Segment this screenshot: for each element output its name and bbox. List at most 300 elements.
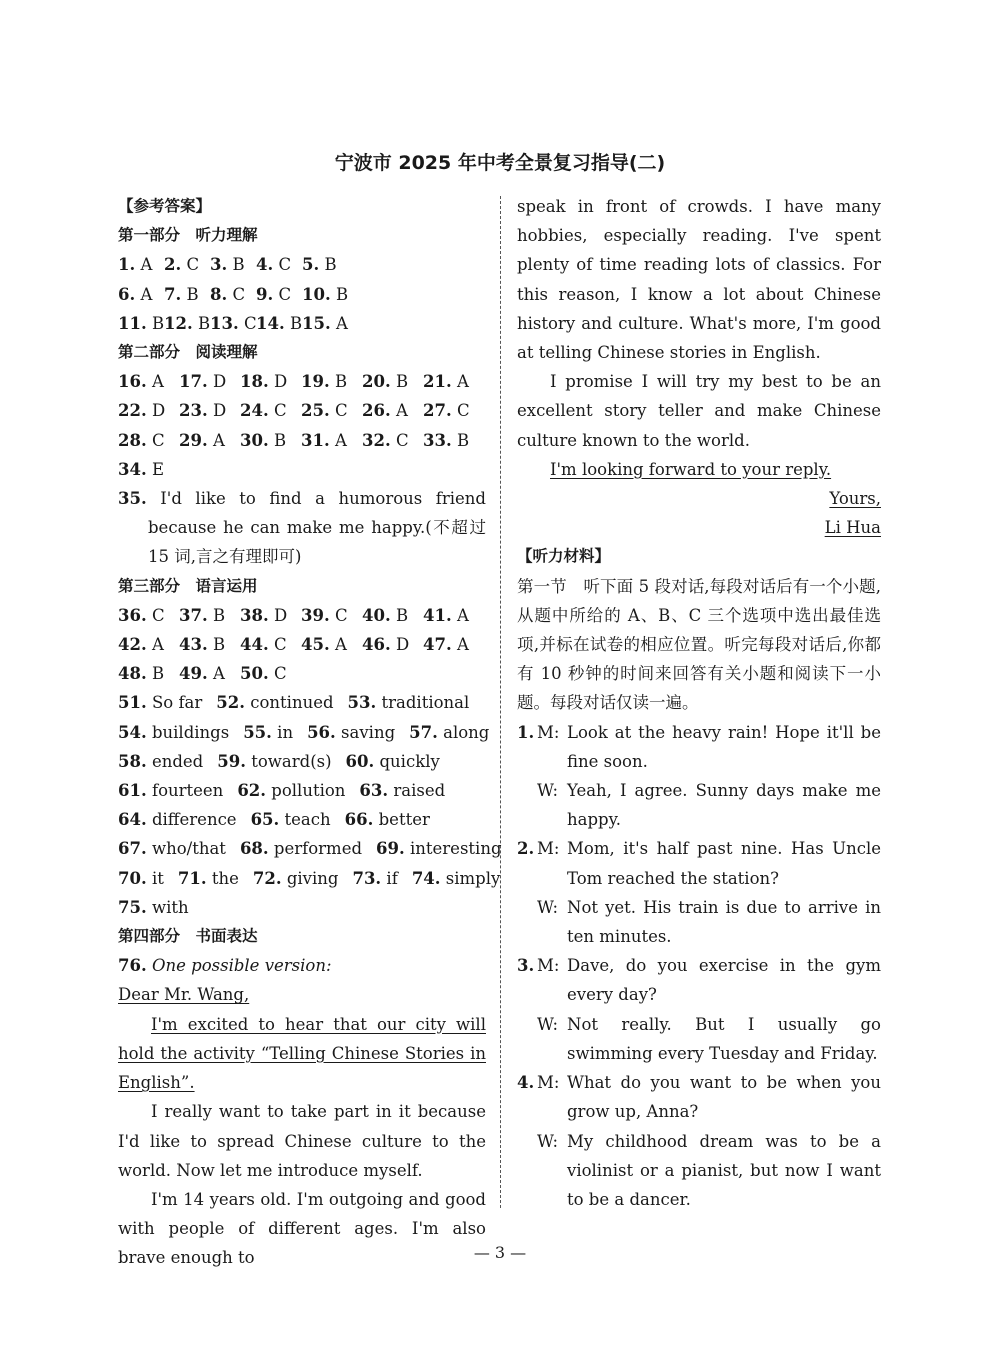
answer-value: D <box>207 401 227 421</box>
answer-item <box>302 309 348 338</box>
dialogue-line <box>517 834 881 892</box>
answer-item <box>118 396 179 425</box>
question-number: 54. <box>118 722 147 742</box>
answer-row <box>118 893 486 922</box>
question-number: 11. <box>118 313 147 333</box>
answer-row <box>118 834 502 863</box>
listening-dialogues <box>517 718 881 1214</box>
question-number: 29. <box>179 430 208 450</box>
answer-value: toward(s) <box>245 751 332 771</box>
answer-item <box>362 601 423 630</box>
question-number: 72. <box>252 868 282 888</box>
question-number: 24. <box>240 401 269 421</box>
question-number: 70. <box>118 868 147 888</box>
answer-value: B <box>146 313 165 333</box>
dialogue-text: Dave, do you exercise in the gym every day? <box>567 956 881 1005</box>
question-number: 51. <box>118 693 147 713</box>
question-number: 57. <box>409 722 438 742</box>
answer-item <box>118 250 164 279</box>
answer-value: with <box>146 897 189 917</box>
question-number: 36. <box>118 605 147 625</box>
question-number: 68. <box>239 839 269 859</box>
question-number: 47. <box>423 635 452 655</box>
part4-title: 第四部分 书面表达 <box>118 927 258 946</box>
answer-value: C <box>268 635 287 655</box>
answer-item <box>362 367 423 396</box>
answer-item <box>210 280 256 309</box>
answer-row <box>118 718 490 747</box>
question-number: 22. <box>118 401 147 421</box>
answer-item <box>423 601 484 630</box>
letter-paragraph-4: I promise I will try my best to be an excellent story teller and make Chinese culture known to the world. <box>517 372 881 450</box>
answer-value: giving <box>281 868 339 888</box>
dialogue-line <box>517 1127 881 1215</box>
question-number: 6. <box>118 284 136 304</box>
answer-item <box>346 747 440 776</box>
answer-item <box>253 864 339 893</box>
page-title: 宁波市 2025 年中考全景复习指导(二) <box>334 152 666 174</box>
question-number: 46. <box>362 635 391 655</box>
answer-item <box>301 396 362 425</box>
question-number: 19. <box>301 372 330 392</box>
answer-value: B <box>227 255 245 275</box>
answer-item <box>302 250 348 279</box>
answer-item <box>179 630 240 659</box>
answer-value: C <box>329 401 348 421</box>
answer-value: C <box>390 430 409 450</box>
answer-value: A <box>330 313 348 333</box>
answer-value: if <box>381 868 398 888</box>
answer-value: performed <box>268 839 363 859</box>
answer-item <box>362 630 423 659</box>
answer-item <box>240 601 301 630</box>
answer-item <box>352 864 397 893</box>
answer-value: A <box>146 372 164 392</box>
question-number: 17. <box>179 372 208 392</box>
answer-value: A <box>329 635 347 655</box>
speaker-label: M: <box>537 722 560 742</box>
answer-value: A <box>207 664 225 684</box>
answer-item <box>423 630 484 659</box>
answer-item <box>216 688 333 717</box>
answer-item <box>164 250 210 279</box>
answer-item <box>118 776 223 805</box>
dialogue-text: Look at the heavy rain! Hope it'll be fine soon. <box>567 722 881 771</box>
question-number: 1. <box>118 255 136 275</box>
answer-item <box>118 601 179 630</box>
answer-item <box>256 250 302 279</box>
question-number: 52. <box>216 693 245 713</box>
question-number: 31. <box>301 430 330 450</box>
q35-answer <box>118 484 486 572</box>
answer-value: C <box>146 430 165 450</box>
answer-value: D <box>268 372 288 392</box>
letter-sign-off: Yours, <box>829 489 881 509</box>
speaker-label: M: <box>537 956 560 976</box>
answer-value: B <box>330 284 349 304</box>
question-number: 21. <box>423 372 452 392</box>
answer-value: D <box>146 401 166 421</box>
speaker-label: M: <box>537 839 560 859</box>
answer-value: B <box>451 430 470 450</box>
question-number: 8. <box>210 284 228 304</box>
dialogue-text: My childhood dream was to be a violinist or a pianist, but now I want to be a dancer. <box>567 1131 881 1209</box>
answer-row <box>118 688 486 717</box>
question-number: 58. <box>118 751 147 771</box>
answer-value: ended <box>146 751 204 771</box>
answer-item <box>118 426 179 455</box>
answer-item <box>362 426 423 455</box>
answer-item <box>118 805 237 834</box>
question-number: 2. <box>164 255 182 275</box>
answer-item <box>345 805 430 834</box>
answer-item <box>118 309 164 338</box>
letter-closing: I'm looking forward to your reply. <box>550 459 832 479</box>
question-number: 38. <box>240 605 269 625</box>
question-number: 4. <box>256 255 274 275</box>
answer-item <box>179 601 240 630</box>
question-number: 62. <box>237 781 267 801</box>
question-number: 32. <box>362 430 391 450</box>
answer-item <box>210 309 256 338</box>
question-number: 43. <box>179 635 208 655</box>
question-number: 28. <box>118 430 147 450</box>
answer-item <box>412 864 501 893</box>
answer-row <box>118 805 486 834</box>
answer-item <box>376 834 501 863</box>
dialogue-line <box>517 718 881 776</box>
answer-item <box>118 630 179 659</box>
question-number: 14. <box>256 313 285 333</box>
letter-signature: Li Hua <box>824 518 881 538</box>
letter-paragraph-1: I'm excited to hear that our city will hold the activity “Telling Chinese Stories in English”. <box>118 1014 486 1093</box>
answer-value: A <box>390 401 408 421</box>
answer-value: traditional <box>376 693 470 713</box>
answer-row <box>118 396 486 425</box>
part1-title: 第一部分 听力理解 <box>118 226 258 245</box>
answer-value: A <box>146 635 164 655</box>
answer-item <box>301 426 362 455</box>
dialogue-number: 3. <box>517 956 535 976</box>
answer-item <box>210 250 256 279</box>
answer-value: fourteen <box>146 781 224 801</box>
listening-intro: 第一节 听下面 5 段对话,每段对话后有一个小题,从题中所给的 A、B、C 三个选项中选出最佳选项,并标在试卷的相应位置。听完每段对话后,你都有 10 秒钟的时间来回答有关小题和阅读下一小题。每段对话仅读一遍。 <box>517 576 881 713</box>
answer-row <box>118 367 486 396</box>
q35-number: 35. <box>118 489 147 509</box>
speaker-label: W: <box>537 781 559 801</box>
question-number: 45. <box>301 635 330 655</box>
answer-value: C <box>273 255 292 275</box>
letter-paragraph-3-start: I'm 14 years old. I'm outgoing and good with people of different ages. I'm also brave enough to <box>118 1189 486 1268</box>
answer-item <box>243 718 293 747</box>
answer-value: E <box>146 459 165 479</box>
answer-value: A <box>135 255 153 275</box>
answer-item <box>164 280 210 309</box>
answer-item <box>118 280 164 309</box>
question-number: 37. <box>179 605 208 625</box>
answers-heading: 【参考答案】 <box>118 197 212 215</box>
answer-item <box>118 747 203 776</box>
answer-value: B <box>284 313 303 333</box>
question-number: 7. <box>164 284 182 304</box>
answer-value: C <box>329 605 348 625</box>
answer-item <box>179 367 240 396</box>
answer-item <box>240 659 301 688</box>
answer-value: B <box>268 430 287 450</box>
answer-row <box>118 864 501 893</box>
answer-item <box>217 747 331 776</box>
answer-item <box>423 396 484 425</box>
answer-value: D <box>390 635 410 655</box>
dialogue-text: Not yet. His train is due to arrive in ten minutes. <box>567 897 881 947</box>
answer-item <box>118 455 179 484</box>
answer-value: C <box>181 255 200 275</box>
answer-value: A <box>207 430 225 450</box>
answer-item <box>179 426 240 455</box>
dialogue-text: Not really. But I usually go swimming every Tuesday and Friday. <box>567 1014 881 1063</box>
part3-answers <box>118 601 486 689</box>
answer-row <box>118 747 486 776</box>
answer-value: simply <box>440 868 501 888</box>
letter-greeting: Dear Mr. Wang, <box>118 985 250 1005</box>
speaker-label: W: <box>537 1014 559 1034</box>
q35-text: I'd like to find a humorous friend because he can make me happy.(不超过 15 词,言之有理即可) <box>148 489 486 567</box>
question-number: 34. <box>118 459 147 479</box>
answer-value: B <box>146 664 165 684</box>
answer-value: raised <box>388 781 446 801</box>
answer-value: C <box>227 284 246 304</box>
page-number: — 3 — <box>473 1243 527 1262</box>
answer-value: along <box>437 722 490 742</box>
answer-value: A <box>329 430 347 450</box>
answer-item <box>301 601 362 630</box>
question-number: 59. <box>217 751 246 771</box>
answer-item <box>178 864 239 893</box>
question-number: 71. <box>177 868 207 888</box>
question-number: 50. <box>240 664 269 684</box>
question-number: 13. <box>210 313 239 333</box>
q76-header <box>118 951 486 980</box>
dialogue-line <box>517 893 881 951</box>
answer-value: A <box>451 605 469 625</box>
question-number: 26. <box>362 401 391 421</box>
answer-item <box>179 396 240 425</box>
dialogue-number: 4. <box>517 1073 535 1093</box>
answer-row <box>118 280 486 309</box>
answer-item <box>118 718 229 747</box>
question-number: 27. <box>423 401 452 421</box>
answer-item <box>118 688 202 717</box>
question-number: 73. <box>352 868 382 888</box>
speaker-label: W: <box>537 1131 559 1151</box>
dialogue-line <box>517 776 881 834</box>
q76-label: One possible version: <box>151 956 332 976</box>
dialogue-text: Yeah, I agree. Sunny days make me happy. <box>567 781 881 830</box>
dialogue-line <box>517 1010 881 1068</box>
answer-value: A <box>135 284 153 304</box>
answer-item <box>423 426 484 455</box>
question-number: 33. <box>423 430 452 450</box>
answer-item <box>240 367 301 396</box>
answer-item <box>423 367 484 396</box>
answer-value: C <box>146 605 165 625</box>
answer-row <box>118 455 486 484</box>
question-number: 9. <box>256 284 274 304</box>
answer-value: D <box>207 372 227 392</box>
question-number: 66. <box>344 810 374 830</box>
question-number: 23. <box>179 401 208 421</box>
answer-value: better <box>373 810 430 830</box>
answer-value: teach <box>279 810 331 830</box>
answer-value: the <box>206 868 239 888</box>
answer-item <box>409 718 489 747</box>
answer-value: continued <box>245 693 334 713</box>
part3-title: 第三部分 语言运用 <box>118 576 258 595</box>
question-number: 25. <box>301 401 330 421</box>
part2-title: 第二部分 阅读理解 <box>118 343 258 362</box>
right-column <box>517 192 881 1214</box>
answer-value: B <box>181 284 199 304</box>
listening-heading: 【听力材料】 <box>517 547 611 566</box>
question-number: 63. <box>359 781 389 801</box>
speaker-label: W: <box>537 897 559 917</box>
answer-row <box>118 776 486 805</box>
answer-value: pollution <box>266 781 346 801</box>
question-number: 53. <box>347 693 377 713</box>
answer-item <box>240 396 301 425</box>
answer-item <box>179 659 240 688</box>
answer-value: B <box>319 255 337 275</box>
question-number: 3. <box>210 255 228 275</box>
question-number: 49. <box>179 664 208 684</box>
answer-item <box>301 630 362 659</box>
answer-value: quickly <box>374 751 440 771</box>
answer-item <box>307 718 395 747</box>
left-column <box>118 192 502 1273</box>
question-number: 12. <box>164 313 193 333</box>
answer-item <box>237 776 345 805</box>
question-number: 61. <box>118 781 147 801</box>
answer-value: difference <box>146 810 237 830</box>
question-number: 64. <box>118 810 147 830</box>
answer-item <box>118 367 179 396</box>
answer-value: buildings <box>146 722 230 742</box>
dialogue-text: What do you want to be when you grow up, Anna? <box>567 1073 881 1122</box>
question-number: 41. <box>423 605 452 625</box>
answer-value: C <box>268 664 287 684</box>
answer-item <box>118 834 226 863</box>
dialogue-number: 1. <box>517 722 535 742</box>
column-divider <box>500 196 501 1208</box>
answer-row <box>118 630 486 659</box>
answer-value: in <box>271 722 294 742</box>
question-number: 65. <box>250 810 280 830</box>
dialogue-line <box>517 1068 881 1126</box>
answer-item <box>240 834 362 863</box>
answer-value: it <box>146 868 164 888</box>
answer-item <box>348 688 470 717</box>
answer-value: C <box>268 401 287 421</box>
question-number: 40. <box>362 605 391 625</box>
question-number: 10. <box>302 284 331 304</box>
dialogue-text: Mom, it's half past nine. Has Uncle Tom reached the station? <box>567 839 881 888</box>
part2-answers <box>118 367 486 484</box>
answer-value: C <box>273 284 292 304</box>
question-number: 56. <box>307 722 336 742</box>
answer-row <box>118 250 486 279</box>
part3-word-answers <box>118 688 502 922</box>
answer-value: B <box>390 605 409 625</box>
answer-row <box>118 659 486 688</box>
dialogue-line <box>517 951 881 1009</box>
question-number: 44. <box>240 635 269 655</box>
question-number: 16. <box>118 372 147 392</box>
answer-row <box>118 601 486 630</box>
question-number: 55. <box>243 722 272 742</box>
answer-item <box>118 659 179 688</box>
answer-row <box>118 309 486 338</box>
answer-value: A <box>451 372 469 392</box>
answer-value: C <box>238 313 257 333</box>
question-number: 42. <box>118 635 147 655</box>
part1-answers <box>118 250 486 338</box>
answer-item <box>118 864 164 893</box>
answer-item <box>118 893 189 922</box>
answer-item <box>362 396 423 425</box>
question-number: 67. <box>118 839 147 859</box>
answer-item <box>359 776 445 805</box>
question-number: 5. <box>302 255 320 275</box>
question-number: 15. <box>302 313 331 333</box>
speaker-label: M: <box>537 1073 560 1093</box>
q76-number: 76. <box>118 956 147 976</box>
question-number: 60. <box>345 751 375 771</box>
answer-value: B <box>192 313 211 333</box>
answer-value: B <box>329 372 348 392</box>
answer-row <box>118 426 486 455</box>
answer-value: B <box>207 635 226 655</box>
answer-item <box>256 309 302 338</box>
answer-value: A <box>451 635 469 655</box>
answer-value: So far <box>146 693 203 713</box>
answer-value: saving <box>335 722 396 742</box>
question-number: 39. <box>301 605 330 625</box>
question-number: 75. <box>118 897 147 917</box>
answer-value: B <box>207 605 226 625</box>
answer-item <box>301 367 362 396</box>
answer-value: B <box>390 372 409 392</box>
letter-paragraph-3-end: speak in front of crowds. I have many hobbies, especially reading. I've spent plenty of time reading lots of classics. For this reason, I know a lot about Chinese history and culture. What's more, I'm good at telling Chinese stories in English. <box>517 197 881 363</box>
question-number: 18. <box>240 372 269 392</box>
letter-paragraph-2: I really want to take part in it because I'd like to spread Chinese culture to the world. Now let me introduce myself. <box>118 1102 486 1180</box>
question-number: 30. <box>240 430 269 450</box>
question-number: 69. <box>376 839 405 859</box>
dialogue-number: 2. <box>517 839 535 859</box>
answer-value: who/that <box>146 839 226 859</box>
answer-value: interesting <box>404 839 502 859</box>
answer-item <box>164 309 210 338</box>
answer-item <box>240 426 301 455</box>
answer-value: C <box>451 401 470 421</box>
question-number: 48. <box>118 664 147 684</box>
question-number: 74. <box>411 868 441 888</box>
answer-item <box>302 280 348 309</box>
answer-item <box>240 630 301 659</box>
answer-item <box>256 280 302 309</box>
answer-value: D <box>268 605 288 625</box>
answer-item <box>251 805 331 834</box>
question-number: 20. <box>362 372 391 392</box>
